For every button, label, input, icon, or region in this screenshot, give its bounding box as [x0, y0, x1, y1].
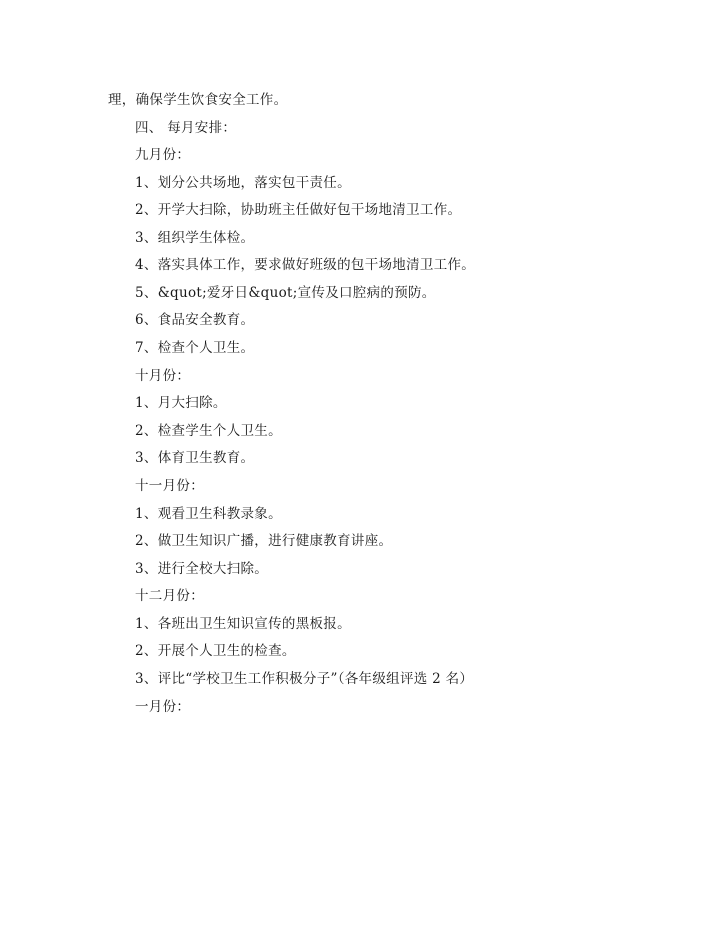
list-item: 2、检查学生个人卫生。 — [135, 423, 282, 439]
month-heading-january: 一月份： — [135, 699, 191, 715]
list-item: 3、组织学生体检。 — [135, 230, 255, 246]
list-item: 2、开学大扫除，协助班主任做好包干场地清卫工作。 — [135, 202, 462, 218]
list-item: 1、月大扫除。 — [135, 395, 227, 411]
section-heading-monthly-plan: 四、 每月安排： — [135, 120, 237, 136]
list-item: 2、开展个人卫生的检查。 — [135, 643, 296, 659]
list-item: 7、检查个人卫生。 — [135, 340, 255, 356]
month-heading-october: 十月份： — [135, 368, 191, 384]
list-item: 3、进行全校大扫除。 — [135, 561, 269, 577]
list-item: 1、观看卫生科教录象。 — [135, 506, 282, 522]
list-item: 3、体育卫生教育。 — [135, 450, 255, 466]
list-item: 6、食品安全教育。 — [135, 312, 255, 328]
list-item: 1、划分公共场地，落实包干责任。 — [135, 175, 351, 191]
list-item: 5、&quot;爱牙日&quot;宣传及口腔病的预防。 — [135, 285, 436, 301]
month-heading-september: 九月份： — [135, 147, 191, 163]
month-heading-november: 十一月份： — [135, 478, 204, 494]
paragraph-continuation: 理，确保学生饮食安全工作。 — [108, 92, 288, 108]
list-item: 3、评比“学校卫生工作积极分子”（各年级组评选 2 名） — [135, 671, 474, 687]
list-item: 2、做卫生知识广播，进行健康教育讲座。 — [135, 533, 393, 549]
month-heading-december: 十二月份： — [135, 588, 204, 604]
list-item: 4、落实具体工作，要求做好班级的包干场地清卫工作。 — [135, 257, 476, 273]
list-item: 1、各班出卫生知识宣传的黑板报。 — [135, 616, 351, 632]
